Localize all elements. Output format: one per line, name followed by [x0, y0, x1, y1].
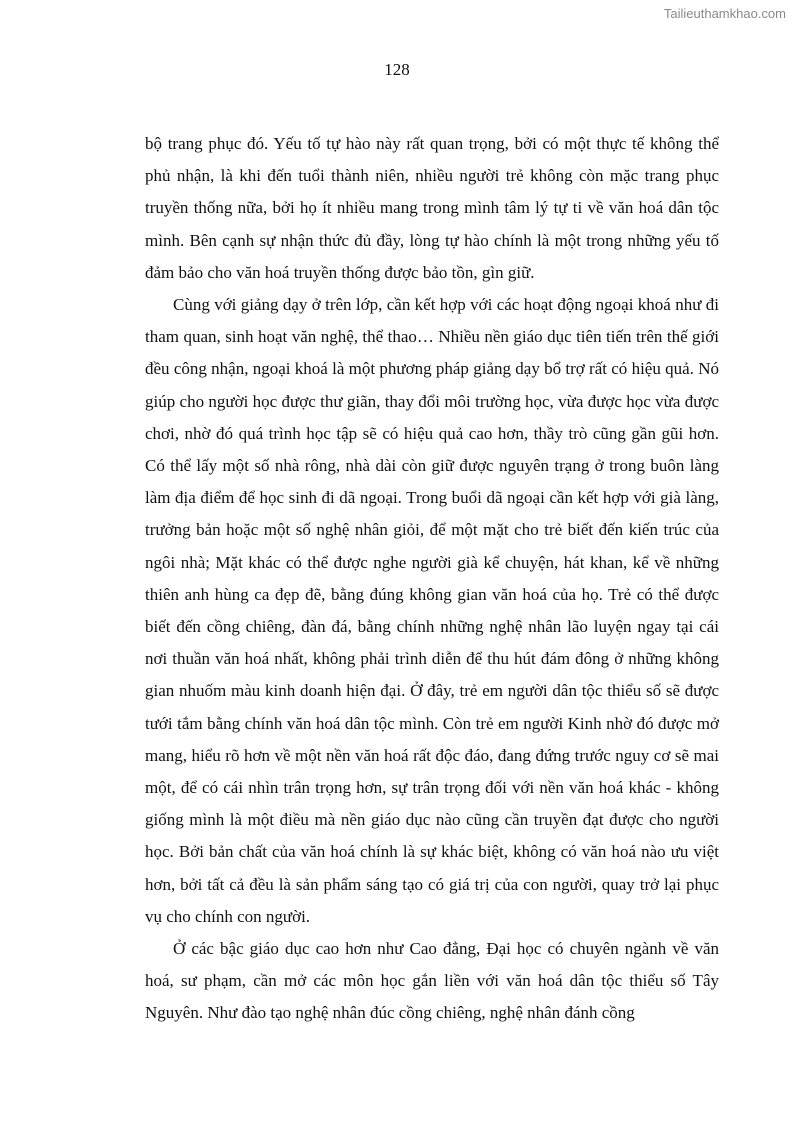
document-body	[145, 128, 719, 1030]
page-number: 128	[384, 60, 410, 79]
paragraph-3: Ở các bậc giáo dục cao hơn như Cao đẳng, Đại học có chuyên ngành về văn hoá, sư phạm, cần mở các môn học gắn liền với văn hoá dân tộc thiểu số Tây Nguyên. Như đào tạo nghệ nhân đúc cồng chiêng, nghệ nhân đánh cồng	[145, 939, 719, 1023]
paragraph-2: Cùng với giảng dạy ở trên lớp, cần kết hợp với các hoạt động ngoại khoá như đi tham quan, sinh hoạt văn nghệ, thể thao… Nhiều nền giáo dục tiên tiến trên thế giới đều công nhận, ngoại khoá là một phương pháp giảng dạy bổ trợ rất có hiệu quả. Nó giúp cho người học được thư giãn, thay đổi môi trường học, vừa được học vừa được chơi, nhờ đó quá trình học tập sẽ có hiệu quả cao hơn, thầy trò cũng gần gũi hơn. Có thể lấy một số nhà rông, nhà dài còn giữ được nguyên trạng ở trong buôn làng làm địa điểm để học sinh đi dã ngoại. Trong buổi dã ngoại cần kết hợp với già làng, trưởng bản hoặc một số nghệ nhân giỏi, để một mặt cho trẻ biết đến kiến trúc của ngôi nhà; Mặt khác có thể được nghe người già kể chuyện, hát khan, kể về những thiên anh hùng ca đẹp đẽ, bằng đúng không gian văn hoá của họ. Trẻ có thể được biết đến cồng chiêng, đàn đá, bằng chính những nghệ nhân lão luyện ngay tại cái nơi thuần văn hoá nhất, không phải trình diễn để thu hút đám đông ở những không gian nhuốm màu kinh doanh hiện đại. Ở đây, trẻ em người dân tộc thiểu số sẽ được tưới tắm bằng chính văn hoá dân tộc mình. Còn trẻ em người Kinh nhờ đó được mở mang, hiểu rõ hơn về một nền văn hoá rất độc đáo, đang đứng trước nguy cơ sẽ mai một, để có cái nhìn trân trọng hơn, sự trân trọng đối với nền văn hoá khác - không giống mình là một điều mà nền giáo dục nào cũng cần truyền đạt được cho người học. Bởi bản chất của văn hoá chính là sự khác biệt, không có văn hoá nào ưu việt hơn, bởi tất cả đều là sản phẩm sáng tạo có giá trị của con người, quay trở lại phục vụ cho chính con người.	[145, 295, 719, 926]
paragraph-1: bộ trang phục đó. Yếu tố tự hào này rất quan trọng, bởi có một thực tế không thể phủ nhận, là khi đến tuổi thành niên, nhiều người trẻ không còn mặc trang phục truyền thống nữa, bởi họ ít nhiều mang trong mình tâm lý tự ti về văn hoá dân tộc mình. Bên cạnh sự nhận thức đủ đầy, lòng tự hào chính là một trong những yếu tố đảm bảo cho văn hoá truyền thống được bảo tồn, gìn giữ.	[145, 134, 719, 282]
watermark: Tailieuthamkhao.com	[663, 6, 786, 21]
